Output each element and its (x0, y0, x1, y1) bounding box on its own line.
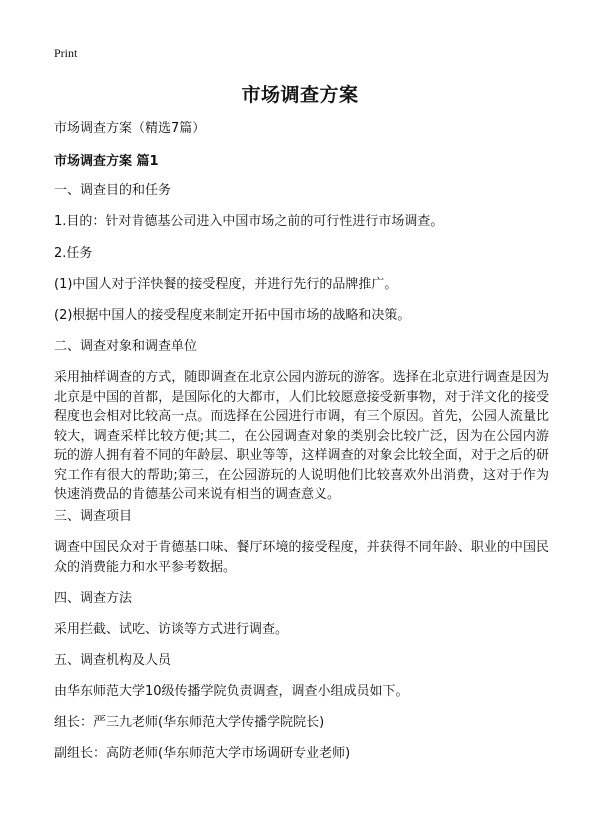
paragraph-task-1: (1)中国人对于洋快餐的接受程度，并进行先行的品牌推广。 (54, 277, 398, 292)
heading-items: 三、调查项目 (54, 509, 133, 524)
paragraph-methods: 采用拦截、试吃、访谈等方式进行调查。 (54, 622, 289, 637)
heading-methods: 四、调查方法 (54, 591, 133, 606)
paragraph-deputy-leader: 副组长：高防老师(华东师范大学市场调研专业老师) (54, 746, 351, 761)
paragraph-organization: 由华东师范大学10级传播学院负责调查，调查小组成员如下。 (54, 684, 409, 699)
document-subtitle: 市场调查方案（精选7篇） (54, 121, 206, 136)
paragraph-leader: 组长：严三九老师(华东师范大学传播学院院长) (54, 715, 325, 730)
paragraph-sampling: 采用抽样调查的方式，随即调查在北京公园内游玩的游客。选择在北京进行调查是因为北京是中国的首都，是国际化的大都市，人们比较愿意接受新事物，对于洋文化的接受程度也会相对比较高一点。而选择在公园进行市调，有三个原因。首先，公园人流量比较大，调查采样比较方便;其二，在公园调查对象的类别会比较广泛，因为在公园内游玩的游人拥有着不同的年龄层、职业等等，这样调查的对象会比较全面，对于之后的研究工作有很大的帮助;第三，在公园游玩的人说明他们比较喜欢外出消费，这对于作为快速消费品的肯德基公司来说有相当的调查意义。 (54, 370, 549, 502)
print-link[interactable]: Print (54, 46, 78, 60)
heading-objectives: 一、调查目的和任务 (54, 183, 172, 198)
heading-subjects: 二、调查对象和调查单位 (54, 339, 198, 354)
paragraph-task-2: (2)根据中国人的接受程度来制定开拓中国市场的战略和决策。 (54, 308, 411, 323)
paragraph-tasks-label: 2.任务 (54, 246, 93, 261)
paragraph-items: 调查中国民众对于肯德基口味、餐厅环境的接受程度，并获得不同年龄、职业的中国民众的消费能力和水平参考数据。 (54, 540, 549, 575)
paragraph-purpose: 1.目的：针对肯德基公司进入中国市场之前的可行性进行市场调查。 (54, 214, 444, 229)
heading-organization: 五、调查机构及人员 (54, 653, 172, 668)
page-title: 市场调查方案 (241, 84, 359, 106)
section-title: 市场调查方案 篇1 (54, 154, 159, 169)
